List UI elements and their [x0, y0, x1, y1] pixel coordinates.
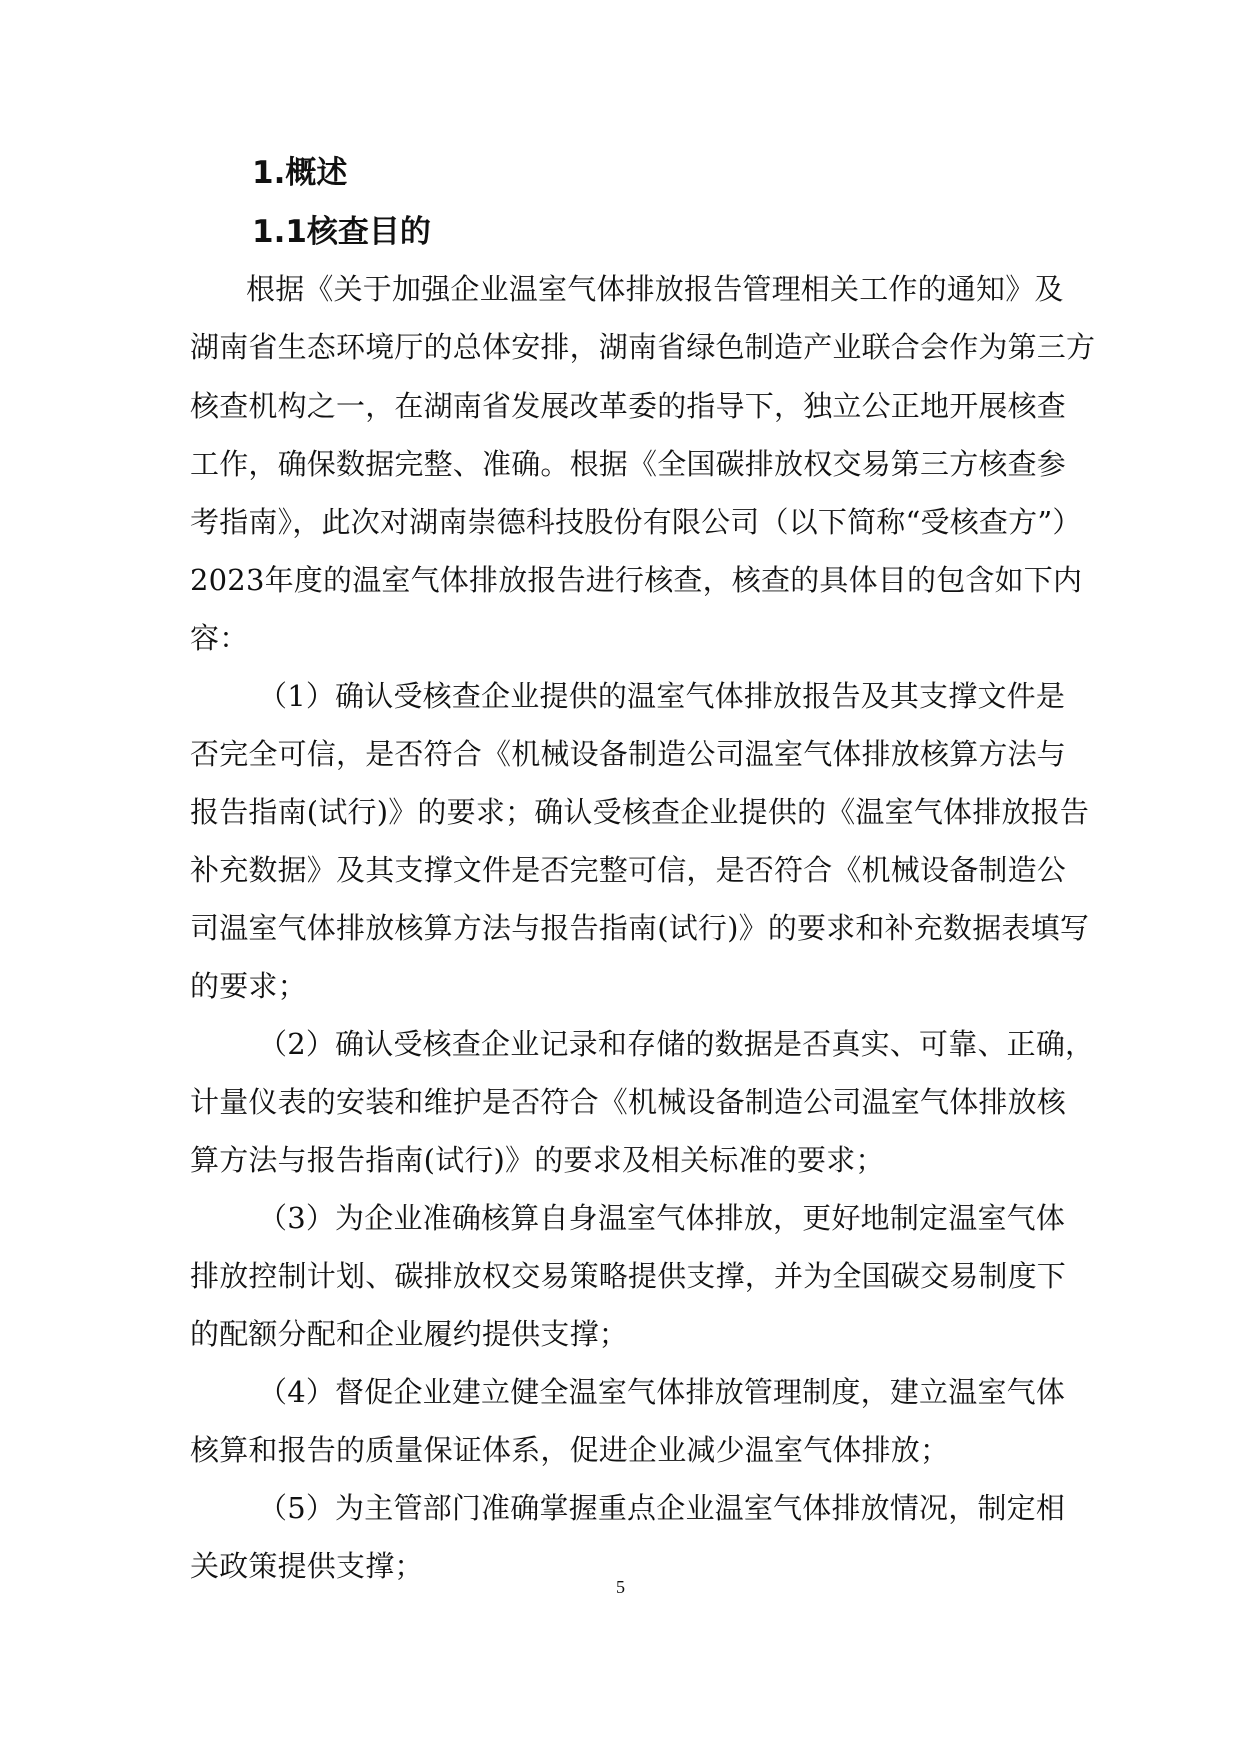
section-heading: 1.概述	[252, 155, 348, 191]
paragraph-line: 湖南省生态环境厅的总体安排，湖南省绿色制造产业联合会作为第三方	[190, 330, 1096, 364]
paragraph-line: 考指南》，此次对湖南崇德科技股份有限公司（以下简称“受核查方”）	[190, 505, 1082, 539]
paragraph-line: 根据《关于加强企业温室气体排放报告管理相关工作的通知》及	[246, 272, 1064, 306]
list-item-line: 算方法与报告指南(试行)》的要求及相关标准的要求；	[190, 1143, 885, 1177]
list-item-line: 否完全可信，是否符合《机械设备制造公司温室气体排放核算方法与	[190, 737, 1067, 771]
list-item-line: 核算和报告的质量保证体系，促进企业减少温室气体排放；	[190, 1433, 950, 1467]
paragraph-line: 工作，确保数据完整、准确。根据《全国碳排放权交易第三方核查参	[190, 447, 1067, 481]
list-item-line: 补充数据》及其支撑文件是否完整可信，是否符合《机械设备制造公	[190, 853, 1067, 887]
list-item-line: 的要求；	[190, 969, 307, 1003]
list-item-line: 排放控制计划、碳排放权交易策略提供支撑，并为全国碳交易制度下	[190, 1259, 1067, 1293]
subsection-heading: 1.1核查目的	[252, 214, 431, 250]
list-item-line: 司温室气体排放核算方法与报告指南(试行)》的要求和补充数据表填写	[190, 911, 1090, 945]
paragraph-line: 容：	[190, 621, 249, 655]
list-item-line: 的配额分配和企业履约提供支撑；	[190, 1317, 629, 1351]
paragraph-line: 2023年度的温室气体排放报告进行核查，核查的具体目的包含如下内	[190, 563, 1083, 597]
list-item-line: 关政策提供支撑；	[190, 1549, 424, 1583]
list-item-line: 计量仪表的安装和维护是否符合《机械设备制造公司温室气体排放核	[190, 1085, 1067, 1119]
page-number: 5	[616, 1577, 625, 1597]
list-item-line: （4）督促企业建立健全温室气体排放管理制度，建立温室气体	[258, 1375, 1066, 1409]
list-item-line: 报告指南(试行)》的要求；确认受核查企业提供的《温室气体排放报告	[190, 795, 1090, 829]
paragraph-line: 核查机构之一，在湖南省发展改革委的指导下，独立公正地开展核查	[190, 389, 1067, 423]
list-item-line: （3）为企业准确核算自身温室气体排放，更好地制定温室气体	[258, 1201, 1066, 1235]
list-item-line: （2）确认受核查企业记录和存储的数据是否真实、可靠、正确，	[258, 1027, 1095, 1061]
list-item-line: （1）确认受核查企业提供的温室气体排放报告及其支撑文件是	[258, 679, 1066, 713]
list-item-line: （5）为主管部门准确掌握重点企业温室气体排放情况，制定相	[258, 1491, 1066, 1525]
